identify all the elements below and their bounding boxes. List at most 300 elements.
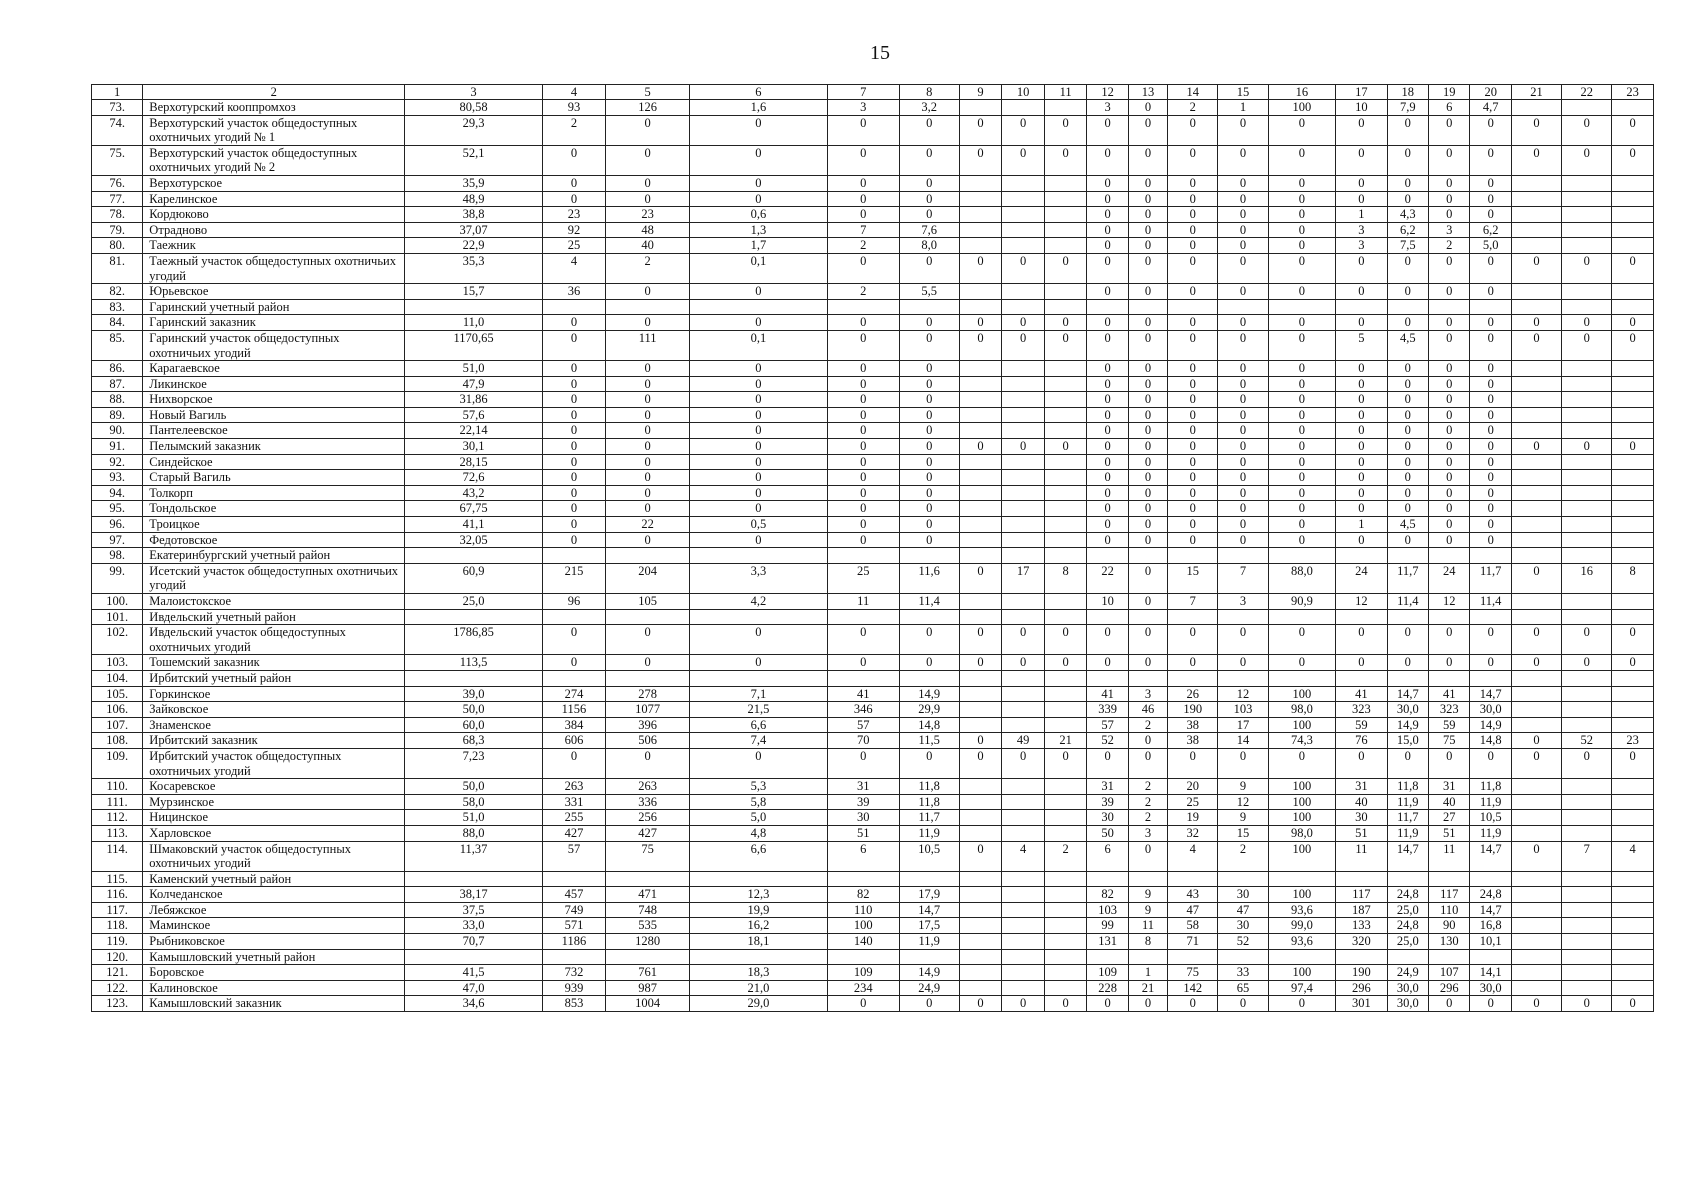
value-cell (1044, 980, 1087, 996)
value-cell: 133 (1336, 918, 1387, 934)
value-cell: 11,7 (1470, 563, 1511, 593)
value-cell: 0 (899, 517, 959, 533)
value-cell (1218, 609, 1268, 625)
value-cell (1002, 949, 1045, 965)
value-cell: 41 (1087, 686, 1128, 702)
value-cell: 0 (1128, 361, 1167, 377)
value-cell: 0 (1387, 501, 1428, 517)
value-cell: 0 (1128, 115, 1167, 145)
column-header: 16 (1268, 85, 1336, 100)
value-cell: 0 (1168, 222, 1218, 238)
value-cell (1128, 548, 1167, 564)
value-cell: 0 (1336, 361, 1387, 377)
value-cell: 11,4 (899, 594, 959, 610)
value-cell: 0 (1612, 115, 1654, 145)
value-cell: 263 (606, 779, 690, 795)
value-cell (1168, 670, 1218, 686)
value-cell: 0 (1336, 253, 1387, 283)
value-cell: 0 (1168, 532, 1218, 548)
value-cell (1562, 670, 1612, 686)
value-cell: 0 (1128, 454, 1167, 470)
value-cell: 0 (1336, 485, 1387, 501)
value-cell: 60,0 (405, 717, 543, 733)
table-row (92, 299, 1654, 315)
value-cell: 0 (1612, 748, 1654, 778)
table-row (92, 407, 1654, 423)
value-cell (1511, 222, 1561, 238)
value-cell: 11,9 (1387, 794, 1428, 810)
value-cell: 10 (1087, 594, 1128, 610)
value-cell: 0 (1268, 191, 1336, 207)
area-name-cell: Ирбитский участок общедоступных охотничьих угодий (143, 748, 405, 778)
value-cell: 25 (1168, 794, 1218, 810)
value-cell (1562, 423, 1612, 439)
value-cell (1562, 934, 1612, 950)
value-cell: 140 (827, 934, 899, 950)
value-cell (1002, 376, 1045, 392)
value-cell: 0 (1562, 145, 1612, 175)
value-cell: 939 (542, 980, 605, 996)
value-cell (405, 871, 543, 887)
value-cell (1511, 501, 1561, 517)
value-cell: 90,9 (1268, 594, 1336, 610)
value-cell: 9 (1218, 779, 1268, 795)
value-cell (1562, 965, 1612, 981)
value-cell: 0 (606, 454, 690, 470)
area-name-cell: Ликинское (143, 376, 405, 392)
value-cell: 0 (959, 655, 1002, 671)
value-cell (1470, 609, 1511, 625)
value-cell: 0 (959, 733, 1002, 749)
value-cell: 2 (606, 253, 690, 283)
table-row (92, 794, 1654, 810)
value-cell: 0 (1218, 485, 1268, 501)
value-cell (1511, 902, 1561, 918)
value-cell (542, 670, 605, 686)
table-row (92, 191, 1654, 207)
value-cell: 11,8 (899, 779, 959, 795)
column-header: 23 (1612, 85, 1654, 100)
value-cell: 0 (1087, 222, 1128, 238)
value-cell (1044, 825, 1087, 841)
value-cell (1562, 299, 1612, 315)
value-cell: 6 (1087, 841, 1128, 871)
value-cell: 323 (1429, 702, 1470, 718)
area-name-cell: Колчеданское (143, 887, 405, 903)
value-cell (1002, 207, 1045, 223)
value-cell (542, 949, 605, 965)
row-number-cell: 101. (92, 609, 143, 625)
value-cell: 0 (1268, 207, 1336, 223)
value-cell: 11,0 (405, 315, 543, 331)
table-row (92, 609, 1654, 625)
value-cell (959, 376, 1002, 392)
value-cell (1612, 191, 1654, 207)
value-cell: 76 (1336, 733, 1387, 749)
value-cell: 88,0 (405, 825, 543, 841)
value-cell: 0 (1002, 748, 1045, 778)
value-cell: 0 (1268, 454, 1336, 470)
value-cell (1044, 501, 1087, 517)
value-cell (1044, 794, 1087, 810)
value-cell (1612, 670, 1654, 686)
value-cell: 7,6 (899, 222, 959, 238)
row-number-cell: 111. (92, 794, 143, 810)
value-cell (1002, 299, 1045, 315)
value-cell: 0 (899, 392, 959, 408)
value-cell: 0 (1336, 532, 1387, 548)
value-cell: 100 (1268, 717, 1336, 733)
value-cell: 255 (542, 810, 605, 826)
value-cell: 0 (1470, 315, 1511, 331)
area-name-cell: Калиновское (143, 980, 405, 996)
value-cell: 0 (690, 532, 828, 548)
value-cell: 0 (827, 207, 899, 223)
area-name-cell: Троицкое (143, 517, 405, 533)
value-cell: 14,7 (1387, 686, 1428, 702)
value-cell (1562, 686, 1612, 702)
value-cell (1218, 871, 1268, 887)
value-cell: 263 (542, 779, 605, 795)
value-cell (405, 299, 543, 315)
value-cell: 17,9 (899, 887, 959, 903)
value-cell (1268, 949, 1336, 965)
value-cell: 6,2 (1470, 222, 1511, 238)
value-cell: 0 (1429, 485, 1470, 501)
value-cell (959, 717, 1002, 733)
value-cell: 0 (1087, 454, 1128, 470)
value-cell: 16,8 (1470, 918, 1511, 934)
value-cell (1002, 284, 1045, 300)
area-name-cell: Синдейское (143, 454, 405, 470)
row-number-cell: 82. (92, 284, 143, 300)
column-header: 13 (1128, 85, 1167, 100)
value-cell (959, 794, 1002, 810)
value-cell: 0 (1470, 253, 1511, 283)
value-cell (606, 871, 690, 887)
value-cell: 21,5 (690, 702, 828, 718)
value-cell: 0 (690, 191, 828, 207)
value-cell: 0 (1268, 748, 1336, 778)
value-cell: 14,7 (1387, 841, 1428, 871)
value-cell: 0 (1087, 625, 1128, 655)
value-cell: 0 (1470, 454, 1511, 470)
value-cell: 99 (1087, 918, 1128, 934)
value-cell: 5,0 (690, 810, 828, 826)
row-number-cell: 104. (92, 670, 143, 686)
value-cell: 0 (1511, 315, 1561, 331)
value-cell: 47 (1218, 902, 1268, 918)
value-cell: 0 (1268, 439, 1336, 455)
value-cell (1336, 949, 1387, 965)
value-cell (1562, 407, 1612, 423)
value-cell (690, 670, 828, 686)
value-cell: 3 (827, 100, 899, 116)
value-cell: 0 (1218, 532, 1268, 548)
table-row (92, 717, 1654, 733)
value-cell: 0 (1218, 315, 1268, 331)
value-cell: 0 (1429, 361, 1470, 377)
value-cell: 24 (1429, 563, 1470, 593)
value-cell: 336 (606, 794, 690, 810)
value-cell: 25 (542, 238, 605, 254)
value-cell (1044, 284, 1087, 300)
value-cell: 46 (1128, 702, 1167, 718)
value-cell: 0 (1470, 175, 1511, 191)
value-cell: 1,7 (690, 238, 828, 254)
value-cell: 1170,65 (405, 330, 543, 360)
value-cell: 80,58 (405, 100, 543, 116)
value-cell: 0 (1336, 191, 1387, 207)
value-cell: 58 (1168, 918, 1218, 934)
value-cell: 1,6 (690, 100, 828, 116)
value-cell: 11,9 (1470, 794, 1511, 810)
area-name-cell: Пантелеевское (143, 423, 405, 439)
value-cell: 0 (690, 175, 828, 191)
area-name-cell: Карагаевское (143, 361, 405, 377)
value-cell: 0 (899, 315, 959, 331)
value-cell: 3 (1087, 100, 1128, 116)
value-cell: 0 (1429, 501, 1470, 517)
value-cell: 0 (1562, 253, 1612, 283)
value-cell: 100 (1268, 887, 1336, 903)
row-number-cell: 90. (92, 423, 143, 439)
area-name-cell: Ницинское (143, 810, 405, 826)
value-cell (1612, 871, 1654, 887)
value-cell: 0 (1218, 207, 1268, 223)
value-cell: 0 (1268, 532, 1336, 548)
value-cell: 12,3 (690, 887, 828, 903)
table-row (92, 284, 1654, 300)
value-cell: 75 (1168, 965, 1218, 981)
value-cell (1044, 887, 1087, 903)
value-cell: 11 (1336, 841, 1387, 871)
value-cell: 3 (1218, 594, 1268, 610)
value-cell (1002, 902, 1045, 918)
value-cell: 0 (1268, 284, 1336, 300)
value-cell (827, 548, 899, 564)
value-cell: 331 (542, 794, 605, 810)
value-cell: 0 (1387, 625, 1428, 655)
value-cell (899, 609, 959, 625)
value-cell: 100 (1268, 686, 1336, 702)
value-cell: 0 (1429, 253, 1470, 283)
value-cell: 50,0 (405, 779, 543, 795)
table-row (92, 115, 1654, 145)
value-cell: 25 (827, 563, 899, 593)
value-cell (1562, 517, 1612, 533)
value-cell: 14 (1218, 733, 1268, 749)
value-cell: 0 (1429, 996, 1470, 1012)
column-header: 12 (1087, 85, 1128, 100)
value-cell (1612, 485, 1654, 501)
value-cell: 215 (542, 563, 605, 593)
area-name-cell: Екатеринбургский учетный район (143, 548, 405, 564)
value-cell (1562, 222, 1612, 238)
value-cell (959, 284, 1002, 300)
value-cell (1562, 238, 1612, 254)
value-cell (606, 548, 690, 564)
value-cell (1002, 392, 1045, 408)
value-cell: 535 (606, 918, 690, 934)
area-name-cell: Толкорп (143, 485, 405, 501)
value-cell (405, 548, 543, 564)
value-cell: 0 (1128, 841, 1167, 871)
value-cell: 0 (1168, 145, 1218, 175)
value-cell (1002, 980, 1045, 996)
value-cell: 14,7 (1470, 841, 1511, 871)
value-cell: 0 (1002, 996, 1045, 1012)
value-cell: 320 (1336, 934, 1387, 950)
value-cell: 0 (1470, 748, 1511, 778)
value-cell: 18,1 (690, 934, 828, 950)
value-cell: 43 (1168, 887, 1218, 903)
value-cell (827, 670, 899, 686)
value-cell: 100 (1268, 779, 1336, 795)
value-cell: 0 (1562, 439, 1612, 455)
value-cell: 0 (690, 454, 828, 470)
value-cell: 0 (1002, 253, 1045, 283)
value-cell: 0 (1429, 315, 1470, 331)
value-cell (1044, 902, 1087, 918)
value-cell: 0 (690, 423, 828, 439)
value-cell (1511, 594, 1561, 610)
value-cell: 0 (1470, 145, 1511, 175)
value-cell (606, 609, 690, 625)
value-cell (959, 779, 1002, 795)
row-number-cell: 81. (92, 253, 143, 283)
value-cell: 0 (1511, 655, 1561, 671)
value-cell (959, 980, 1002, 996)
value-cell: 0 (1128, 517, 1167, 533)
value-cell (1562, 284, 1612, 300)
value-cell: 75 (1429, 733, 1470, 749)
value-cell: 12 (1218, 794, 1268, 810)
value-cell: 0 (1511, 748, 1561, 778)
value-cell: 0 (899, 625, 959, 655)
value-cell: 11,7 (899, 810, 959, 826)
value-cell: 187 (1336, 902, 1387, 918)
value-cell: 0 (827, 175, 899, 191)
value-cell: 0 (1128, 175, 1167, 191)
table-row (92, 748, 1654, 778)
value-cell: 31,86 (405, 392, 543, 408)
value-cell (899, 299, 959, 315)
value-cell: 0 (1128, 330, 1167, 360)
value-cell: 0 (1044, 330, 1087, 360)
value-cell: 17,5 (899, 918, 959, 934)
value-cell (1612, 887, 1654, 903)
value-cell: 0 (1470, 423, 1511, 439)
value-cell (1612, 207, 1654, 223)
row-number-cell: 108. (92, 733, 143, 749)
value-cell: 0 (827, 501, 899, 517)
value-cell: 471 (606, 887, 690, 903)
value-cell: 571 (542, 918, 605, 934)
value-cell: 0 (1387, 175, 1428, 191)
value-cell (1268, 548, 1336, 564)
value-cell: 0 (606, 175, 690, 191)
value-cell: 0 (1218, 253, 1268, 283)
value-cell: 0 (1511, 115, 1561, 145)
value-cell (1511, 238, 1561, 254)
area-name-cell: Лебяжское (143, 902, 405, 918)
value-cell (827, 609, 899, 625)
row-number-cell: 74. (92, 115, 143, 145)
value-cell: 0 (827, 485, 899, 501)
value-cell: 70,7 (405, 934, 543, 950)
value-cell: 0 (1511, 145, 1561, 175)
value-cell: 7,5 (1387, 238, 1428, 254)
value-cell: 2 (827, 238, 899, 254)
value-cell: 11,9 (1387, 825, 1428, 841)
value-cell (1128, 299, 1167, 315)
value-cell: 0 (690, 392, 828, 408)
table-row (92, 918, 1654, 934)
value-cell: 0 (1429, 655, 1470, 671)
row-number-cell: 95. (92, 501, 143, 517)
value-cell: 506 (606, 733, 690, 749)
value-cell (1511, 548, 1561, 564)
value-cell (1612, 686, 1654, 702)
value-cell (1087, 548, 1128, 564)
area-name-cell: Верхотурский кооппромхоз (143, 100, 405, 116)
value-cell: 0 (1387, 191, 1428, 207)
value-cell: 427 (606, 825, 690, 841)
value-cell: 75 (606, 841, 690, 871)
value-cell: 0 (1562, 115, 1612, 145)
value-cell (690, 949, 828, 965)
value-cell: 11,4 (1387, 594, 1428, 610)
value-cell: 103 (1087, 902, 1128, 918)
value-cell: 190 (1336, 965, 1387, 981)
value-cell: 0 (827, 439, 899, 455)
value-cell: 0 (827, 532, 899, 548)
value-cell (1044, 392, 1087, 408)
value-cell: 0 (1429, 284, 1470, 300)
value-cell: 51 (827, 825, 899, 841)
value-cell: 0 (1168, 501, 1218, 517)
table-row (92, 670, 1654, 686)
value-cell (542, 299, 605, 315)
value-cell: 0 (690, 748, 828, 778)
value-cell: 2 (1429, 238, 1470, 254)
area-name-cell: Маминское (143, 918, 405, 934)
value-cell: 0 (1268, 361, 1336, 377)
value-cell (959, 100, 1002, 116)
value-cell (1612, 594, 1654, 610)
value-cell: 0 (1387, 376, 1428, 392)
value-cell (1044, 376, 1087, 392)
value-cell: 6 (1429, 100, 1470, 116)
value-cell: 0 (1612, 315, 1654, 331)
column-header: 10 (1002, 85, 1045, 100)
value-cell: 25,0 (1387, 934, 1428, 950)
value-cell (959, 361, 1002, 377)
value-cell: 0 (1511, 439, 1561, 455)
value-cell: 0 (1218, 470, 1268, 486)
value-cell: 0 (542, 330, 605, 360)
value-cell: 0 (1168, 284, 1218, 300)
value-cell: 105 (606, 594, 690, 610)
row-number-cell: 107. (92, 717, 143, 733)
value-cell: 0 (1562, 625, 1612, 655)
value-cell: 0 (1470, 625, 1511, 655)
value-cell (1612, 100, 1654, 116)
value-cell: 4 (1002, 841, 1045, 871)
table-row (92, 423, 1654, 439)
column-header: 2 (143, 85, 405, 100)
